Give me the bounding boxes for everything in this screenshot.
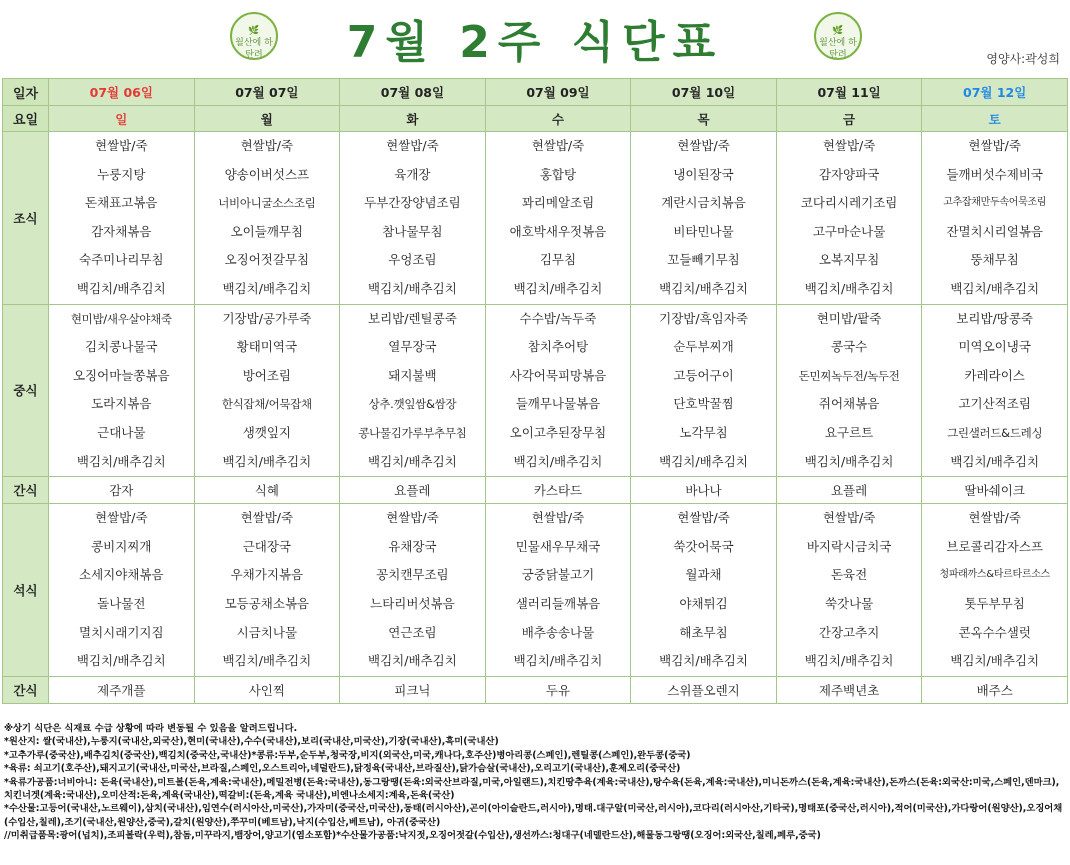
menu-item: 육개장 — [394, 166, 431, 182]
menu-item: 백김치/배추김치 — [368, 280, 457, 296]
menu-item: 백김치/배추김치 — [659, 280, 748, 296]
menu-item: 꼬들빼기무침 — [667, 252, 740, 268]
menu-item: 현쌀밥/죽 — [95, 510, 148, 526]
menu-item: 숙주미나리무침 — [79, 252, 164, 268]
menu-item: 기장밥/흑임자죽 — [659, 310, 748, 326]
menu-item: 오복지무침 — [818, 252, 880, 268]
menu-item: 민물새우무채국 — [515, 538, 601, 554]
menu-item: 샐러리들깨볶음 — [515, 595, 601, 611]
menu-item: 백김치/배추김치 — [368, 653, 457, 669]
menu-item: 들깨무나물볶음 — [515, 396, 601, 412]
menu-item: 사각어묵피망볶음 — [509, 367, 607, 383]
snack-cell: 사인찍 — [194, 676, 340, 703]
menu-item: 카레라이스 — [964, 367, 1025, 383]
date-row — [3, 79, 1068, 106]
breakfast-cell — [922, 132, 1068, 305]
note-line: *원산지: 쌀(국내산),누룽지(국내산,외국산),현미(국내산),수수(국내산),보리(국내산,미국산),기장(국내산),흑미(국내산) — [4, 736, 499, 748]
lunch-cell — [49, 304, 195, 477]
header — [0, 0, 1070, 75]
menu-item: 배추송송나물 — [521, 624, 595, 640]
lunch-row — [3, 304, 1068, 477]
menu-item: 멸치시래기지짐 — [79, 624, 164, 640]
menu-item: 돌나물전 — [97, 595, 146, 611]
menu-item: 현쌀밥/죽 — [95, 138, 148, 153]
day-of-week-cell: 일 — [49, 106, 195, 132]
menu-item: 현쌀밥/죽 — [968, 510, 1021, 526]
menu-item: 열무장국 — [388, 339, 437, 355]
snack-cell: 피크닉 — [340, 676, 486, 703]
notes — [4, 722, 1064, 843]
menu-item: 감자양파국 — [818, 166, 880, 182]
menu-item: 현미밥/팥죽 — [816, 310, 882, 326]
menu-item: 유채장국 — [388, 538, 437, 554]
breakfast-cell — [776, 132, 922, 305]
snack-cell: 제주백년초 — [776, 676, 922, 703]
menu-item: 소세지야채볶음 — [79, 567, 164, 583]
menu-item: 현쌀밥/죽 — [240, 138, 294, 153]
date-cell: 07월 11일 — [776, 79, 922, 106]
menu-item: 콩나물김가루부추무침 — [358, 425, 467, 440]
menu-item: 김치콩나물국 — [85, 339, 158, 355]
menu-item: 돈민찌녹두전/녹두전 — [798, 368, 900, 383]
dinner-row — [3, 504, 1068, 677]
menu-item: 비타민나물 — [673, 223, 734, 239]
menu-item: 코다리시레기조림 — [800, 195, 898, 211]
page-title: 7월 2주 식단표 — [346, 17, 724, 68]
dinner-cell — [194, 504, 340, 677]
snack-cell: 딸바쉐이크 — [922, 477, 1068, 504]
menu-item: 시금치나물 — [236, 624, 298, 640]
menu-item: 오징어젓갈무침 — [224, 252, 310, 268]
note-line: ※상기 식단은 식재료 수급 상황에 따라 변동될 수 있음을 알려드립니다. — [4, 723, 298, 734]
lunch-cell — [631, 304, 777, 477]
menu-item: 뚱채무침 — [970, 252, 1019, 268]
lunch-label: 중식 — [3, 304, 49, 477]
menu-item: 백김치/배추김치 — [804, 453, 894, 469]
snack-row — [3, 477, 1068, 504]
menu-item: 노각무침 — [679, 424, 728, 440]
menu-item: 우엉조림 — [388, 252, 437, 268]
breakfast-cell — [194, 132, 340, 305]
menu-item: 백김치/배추김치 — [222, 653, 312, 669]
menu-item: 양송이버섯스프 — [224, 166, 310, 182]
menu-item: 홍합탕 — [539, 166, 577, 182]
lunch-cell — [194, 304, 340, 477]
menu-item: 오징어마늘쫑볶음 — [72, 367, 170, 383]
menu-item: 백김치/배추김치 — [950, 453, 1040, 469]
menu-item: 해초무침 — [679, 624, 728, 640]
day-of-week-cell: 수 — [485, 106, 631, 132]
menu-item: 너비아니굴소스조림 — [218, 196, 316, 211]
breakfast-cell — [49, 132, 195, 305]
menu-item: 돈채표고볶음 — [85, 195, 158, 211]
date-cell: 07월 09일 — [485, 79, 631, 106]
menu-item: 현쌀밥/죽 — [531, 510, 585, 526]
menu-item: 그린샐러드&드레싱 — [947, 425, 1043, 440]
menu-item: 고구마순나물 — [812, 223, 886, 239]
menu-item: 연근조림 — [388, 624, 437, 640]
snack-row-evening — [3, 676, 1068, 703]
menu-item: 현쌀밥/죽 — [822, 510, 876, 526]
menu-table — [2, 78, 1068, 704]
menu-item: 청파래까스&타르타르소스 — [939, 569, 1050, 581]
lunch-cell — [922, 304, 1068, 477]
menu-item: 바지락시금치국 — [806, 538, 892, 554]
menu-item: 오이들깨무침 — [230, 223, 304, 239]
menu-item: 참나물무침 — [382, 223, 443, 239]
snack-cell: 식혜 — [194, 477, 340, 504]
menu-item: 보리밥/땅콩죽 — [956, 310, 1034, 326]
menu-item: 궁중닭불고기 — [521, 567, 595, 583]
menu-item: 백김치/배추김치 — [659, 453, 748, 469]
menu-item: 누룽지탕 — [97, 166, 146, 182]
dinner-cell — [485, 504, 631, 677]
menu-item: 야채튀김 — [679, 595, 728, 611]
snack-label-evening: 간식 — [3, 676, 49, 703]
menu-item: 냉이된장국 — [673, 166, 734, 182]
menu-item: 돈육전 — [830, 567, 868, 583]
note-line: //미취급품목:광어(넙치),조피볼락(우럭),참돔,미꾸라지,뱀장어,양고기(염소포함)*수산물가공품:낙지젓,오징어젓갈(수입산),생선까스:청대구(네델란드산),해물동그랑땡(오징어:외국산,칠레,페루,중국) — [4, 830, 821, 842]
menu-item: 현미밥/새우살야채죽 — [70, 311, 172, 326]
dinner-cell — [49, 504, 195, 677]
snack-cell: 스위플오렌지 — [631, 676, 777, 703]
breakfast-label: 조식 — [3, 132, 49, 305]
menu-item: 두부간장양념조림 — [364, 195, 461, 211]
snack-cell: 카스타드 — [485, 477, 631, 504]
menu-item: 쑥갓나물 — [824, 595, 874, 611]
date-label: 일자 — [3, 79, 49, 106]
menu-item: 김무침 — [539, 252, 577, 268]
lunch-cell — [340, 304, 486, 477]
menu-item: 애호박새우젓볶음 — [509, 223, 607, 239]
menu-item: 오이고추된장무침 — [509, 424, 607, 440]
menu-item: 현쌀밥/죽 — [386, 510, 439, 526]
snack-cell: 요플레 — [776, 477, 922, 504]
note-line: *육류가공품:너비아니: 돈육(국내산),미트볼(돈육,계육:국내산),메밀전병(돈육:국내산),동그랑땡(돈육:외국산브라질,미국,아일랜드),치킨땅추육(계육:국내산),탕수육(돈육,계육:국내산),미니돈까스(돈육,계육:국내산),돈까스(돈육:외국산:미국,스페인,덴마크),치킨너겟(계육:국내산),오미산적:돈육,계육(국내산),떡갈비:(돈육,계육 국내산),비엔나소세지:계육,돈육(국산) — [4, 776, 1060, 802]
menu-item: 미역오이냉국 — [958, 339, 1031, 355]
menu-item: 꽈리메알조림 — [521, 195, 595, 211]
lunch-cell — [485, 304, 631, 477]
date-cell: 07월 08일 — [340, 79, 486, 106]
note-line: *육류: 쇠고기(호주산),돼지고기(국내산,미국산,브라질,스페인,오스트리아,네덜란드),닭정육(국내산,브라질산),닭가슴살(국내산),오리고기(국내산),훈제오리(중국산) — [4, 763, 681, 775]
menu-item: 고기산적조림 — [958, 396, 1031, 412]
menu-item: 쥐어채볶음 — [818, 396, 880, 412]
date-cell: 07월 07일 — [194, 79, 340, 106]
dinner-cell — [776, 504, 922, 677]
menu-item: 한식잡채/어묵잡채 — [221, 397, 312, 412]
dietitian-name: 영양사:곽성희 — [986, 52, 1060, 66]
menu-item: 참치추어탕 — [527, 339, 589, 355]
menu-item: 백김치/배추김치 — [513, 453, 603, 469]
snack-cell: 제주개플 — [49, 676, 195, 703]
menu-item: 꽁치캔무조림 — [376, 567, 449, 583]
menu-item: 보리밥/렌틸콩죽 — [368, 310, 457, 326]
snack-cell: 바나나 — [631, 477, 777, 504]
breakfast-cell — [631, 132, 777, 305]
menu-item: 현쌀밥/죽 — [386, 138, 439, 153]
menu-item: 간장고추지 — [818, 624, 880, 640]
menu-item: 요구르트 — [824, 424, 874, 440]
menu-item: 방어조림 — [242, 367, 291, 383]
menu-item: 근대나물 — [97, 424, 146, 440]
menu-item: 콩국수 — [830, 339, 868, 355]
menu-item: 백김치/배추김치 — [76, 280, 166, 296]
day-of-week-cell: 목 — [631, 106, 777, 132]
menu-item: 고추잡채만두속어묵조림 — [943, 197, 1047, 209]
date-cell: 07월 10일 — [631, 79, 777, 106]
breakfast-cell — [485, 132, 631, 305]
menu-item: 기장밥/공가루죽 — [222, 310, 312, 326]
day-of-week-cell: 금 — [776, 106, 922, 132]
menu-item: 백김치/배추김치 — [513, 280, 603, 296]
lunch-cell — [776, 304, 922, 477]
menu-item: 돼지불백 — [388, 367, 437, 383]
dinner-label: 석식 — [3, 504, 49, 677]
menu-item: 브로콜리감자스프 — [946, 538, 1043, 554]
dinner-cell — [631, 504, 777, 677]
logo-right: 🌿 월산에 하탄려 — [814, 12, 862, 60]
menu-item: 백김치/배추김치 — [76, 453, 166, 469]
menu-item: 백김치/배추김치 — [804, 280, 894, 296]
menu-item: 도라지볶음 — [91, 396, 152, 412]
menu-item: 현쌀밥/죽 — [531, 138, 585, 153]
menu-item: 백김치/배추김치 — [513, 653, 603, 669]
menu-item: 단호박꿀찜 — [673, 396, 734, 412]
breakfast-row — [3, 132, 1068, 305]
menu-item: 콩비지찌개 — [91, 538, 152, 554]
menu-item: 현쌀밥/죽 — [240, 510, 294, 526]
day-row — [3, 106, 1068, 132]
date-cell: 07월 12일 — [922, 79, 1068, 106]
menu-item: 생깻잎지 — [242, 424, 291, 440]
menu-item: 백김치/배추김치 — [804, 653, 894, 669]
menu-item: 근대장국 — [242, 538, 291, 554]
menu-item: 느타리버섯볶음 — [370, 595, 455, 611]
menu-item: 톳두부무침 — [964, 595, 1025, 611]
menu-item: 상추.깻잎쌈&쌈장 — [368, 397, 457, 412]
date-cell: 07월 06일 — [49, 79, 195, 106]
menu-item: 현쌀밥/죽 — [822, 138, 876, 153]
menu-item: 현쌀밥/죽 — [677, 510, 730, 526]
menu-item: 백김치/배추김치 — [222, 453, 312, 469]
menu-item: 고등어구이 — [673, 367, 734, 383]
snack-label: 간식 — [3, 477, 49, 504]
day-of-week-cell: 화 — [340, 106, 486, 132]
snack-cell: 감자 — [49, 477, 195, 504]
logo-left: 🌿 월산에 하탄려 — [230, 12, 278, 60]
menu-item: 백김치/배추김치 — [222, 280, 312, 296]
menu-item: 콘옥수수샐럿 — [958, 624, 1031, 640]
menu-item: 백김치/배추김치 — [659, 653, 748, 669]
menu-item: 우채가지볶음 — [230, 567, 304, 583]
day-of-week-cell: 토 — [922, 106, 1068, 132]
dinner-cell — [340, 504, 486, 677]
menu-item: 쑥갓어묵국 — [673, 538, 734, 554]
day-label: 요일 — [3, 106, 49, 132]
menu-item: 백김치/배추김치 — [950, 280, 1040, 296]
menu-item: 계란시금치볶음 — [661, 195, 746, 211]
menu-item: 백김치/배추김치 — [950, 653, 1040, 669]
day-of-week-cell: 월 — [194, 106, 340, 132]
menu-item: 현쌀밥/죽 — [677, 138, 730, 153]
menu-item: 모등공채소볶음 — [224, 595, 310, 611]
note-line: *고추가루(중국산),배추김치(중국산),백김치(중국산,국내산)*콩류:두부,순두부,청국장,비지(외국산,미국,캐나다,호주산)병아리콩(스페인),렌틸콩(스페인),완두콩(중국) — [4, 749, 691, 761]
menu-item: 순두부찌개 — [673, 339, 734, 355]
menu-item: 감자채볶음 — [91, 223, 152, 239]
menu-item: 월과채 — [685, 567, 722, 583]
menu-item: 잔멸치시리얼볶음 — [946, 223, 1043, 239]
snack-cell: 요플레 — [340, 477, 486, 504]
snack-cell: 두유 — [485, 676, 631, 703]
menu-item: 현쌀밥/죽 — [968, 138, 1021, 153]
menu-item: 백김치/배추김치 — [368, 453, 457, 469]
menu-item: 백김치/배추김치 — [76, 653, 166, 669]
dinner-cell — [922, 504, 1068, 677]
menu-item: 황태미역국 — [236, 339, 298, 355]
breakfast-cell — [340, 132, 486, 305]
menu-item: 들깨버섯수제비국 — [946, 166, 1043, 182]
note-line: *수산물:고등어(국내산,노르웨이),삼치(국내산),임연수(러시아산,미국산),가자미(중국산,미국산),동태(러시아산),곤이(아이슬란드,러시아),명태.대구알(미국산,러시아),코다리(러시아산,기타국),명태포(중국산,러시아),적어(미국산),가다랑어(원양산),오징어채(수입산,칠레),조기(국내산,원양산,중국),갈치(원양산),쭈꾸미(베트남),낙지(수입산,베트남), 아귀(중국산) — [4, 803, 1063, 828]
snack-cell: 배주스 — [922, 676, 1068, 703]
menu-item: 수수밥/녹두죽 — [519, 310, 597, 326]
